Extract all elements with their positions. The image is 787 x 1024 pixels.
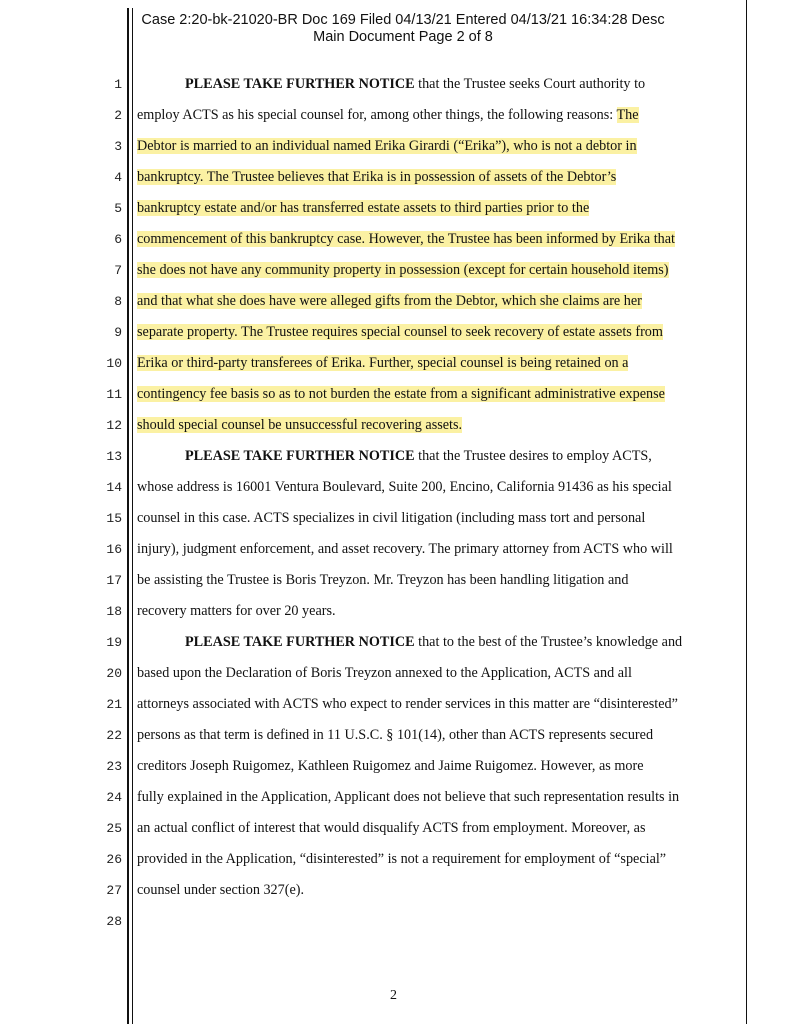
notice-heading: PLEASE TAKE FURTHER NOTICE [185,448,415,464]
text-line-2 [137,107,737,124]
text-line-8 [137,293,737,310]
line-number: 10 [106,356,122,371]
line-number: 3 [114,139,122,154]
line-number: 21 [106,697,122,712]
line-number: 13 [106,449,122,464]
line-number: 15 [106,511,122,526]
text-span: that the Trustee seeks Court authority to [414,76,646,92]
text-line-11 [137,386,737,403]
highlighted-text: The [616,107,639,123]
text-line-26: provided in the Application, “disinterested” is not a requirement for employment of “special” [137,851,667,867]
text-line-1 [137,76,785,93]
text-line-24: fully explained in the Application, Applicant does not believe that such representation results in [137,789,680,805]
line-number: 18 [106,604,122,619]
highlighted-text: bankruptcy. The Trustee believes that Erika is in possession of assets of the Debtor’s [137,169,617,185]
text-line-25: an actual conflict of interest that would disqualify ACTS from employment. Moreover, as [137,820,646,836]
highlighted-text: and that what she does have were alleged gifts from the Debtor, which she claims are her [137,293,642,309]
text-line-6 [137,231,737,248]
line-number: 20 [106,666,122,681]
text-span: that to the best of the Trustee’s knowledge and [414,634,683,650]
line-number: 27 [106,883,122,898]
line-number: 12 [106,418,122,433]
line-number: 9 [114,325,122,340]
left-margin-rule-outer [127,8,129,1024]
text-span: that the Trustee desires to employ ACTS, [414,448,652,464]
line-number: 2 [114,108,122,123]
line-number: 1 [114,77,122,92]
line-number: 5 [114,201,122,216]
highlighted-text: separate property. The Trustee requires special counsel to seek recovery of estate assets from [137,324,663,340]
line-number: 8 [114,294,122,309]
text-line-23: creditors Joseph Ruigomez, Kathleen Ruigomez and Jaime Ruigomez. However, as more [137,758,644,774]
line-number: 26 [106,852,122,867]
line-number: 17 [106,573,122,588]
text-line-9 [137,324,737,341]
highlighted-text: bankruptcy estate and/or has transferred estate assets to third parties prior to the [137,200,590,216]
highlighted-text: she does not have any community property in possession (except for certain household items) [137,262,669,278]
line-number: 19 [106,635,122,650]
text-line-10 [137,355,737,372]
text-line-5 [137,200,737,217]
text-line-27: counsel under section 327(e). [137,882,305,898]
text-line-16: injury), judgment enforcement, and asset recovery. The primary attorney from ACTS who will [137,541,673,557]
text-line-18: recovery matters for over 20 years. [137,603,336,619]
line-number: 24 [106,790,122,805]
highlighted-text: commencement of this bankruptcy case. However, the Trustee has been informed by Erika that [137,231,676,247]
text-line-21: attorneys associated with ACTS who expect to render services in this matter are “disinterested” [137,696,678,712]
text-span: employ ACTS as his special counsel for, among other things, the following reasons: [137,107,617,123]
line-number: 14 [106,480,122,495]
text-line-14: whose address is 16001 Ventura Boulevard, Suite 200, Encino, California 91436 as his special [137,479,672,495]
highlighted-text: should special counsel be unsuccessful recovering assets. [137,417,463,433]
case-header-line-1: Case 2:20-bk-21020-BR Doc 169 Filed 04/13/21 Entered 04/13/21 16:34:28 Desc [141,12,665,28]
line-number: 6 [114,232,122,247]
text-line-3 [137,138,737,155]
text-line-17: be assisting the Trustee is Boris Treyzon. Mr. Treyzon has been handling litigation and [137,572,629,588]
case-header [88,12,718,46]
line-number: 11 [106,387,122,402]
highlighted-text: contingency fee basis so as to not burden the estate from a significant administrative expense [137,386,665,402]
line-number: 7 [114,263,122,278]
line-number: 23 [106,759,122,774]
text-line-20: based upon the Declaration of Boris Treyzon annexed to the Application, ACTS and all [137,665,632,681]
text-line-4 [137,169,737,186]
line-number: 28 [106,914,122,929]
highlighted-text: Erika or third-party transferees of Erika. Further, special counsel is being retained on a [137,355,629,371]
line-number: 25 [106,821,122,836]
right-margin-rule [746,0,747,1024]
text-line-13 [137,448,785,465]
text-line-7 [137,262,737,279]
text-line-19 [137,634,785,651]
case-header-line-2: Main Document Page 2 of 8 [313,29,493,45]
text-line-12 [137,417,737,434]
text-line-22: persons as that term is defined in 11 U.S.C. § 101(14), other than ACTS represents secured [137,727,654,743]
text-line-15: counsel in this case. ACTS specializes in civil litigation (including mass tort and personal [137,510,646,526]
page-number: 2 [390,988,397,1003]
line-number: 22 [106,728,122,743]
notice-heading: PLEASE TAKE FURTHER NOTICE [185,76,415,92]
line-number: 16 [106,542,122,557]
left-margin-rule-inner [132,8,134,1024]
line-number: 4 [114,170,122,185]
highlighted-text: Debtor is married to an individual named Erika Girardi (“Erika”), who is not a debtor in [137,138,637,154]
notice-heading: PLEASE TAKE FURTHER NOTICE [185,634,415,650]
